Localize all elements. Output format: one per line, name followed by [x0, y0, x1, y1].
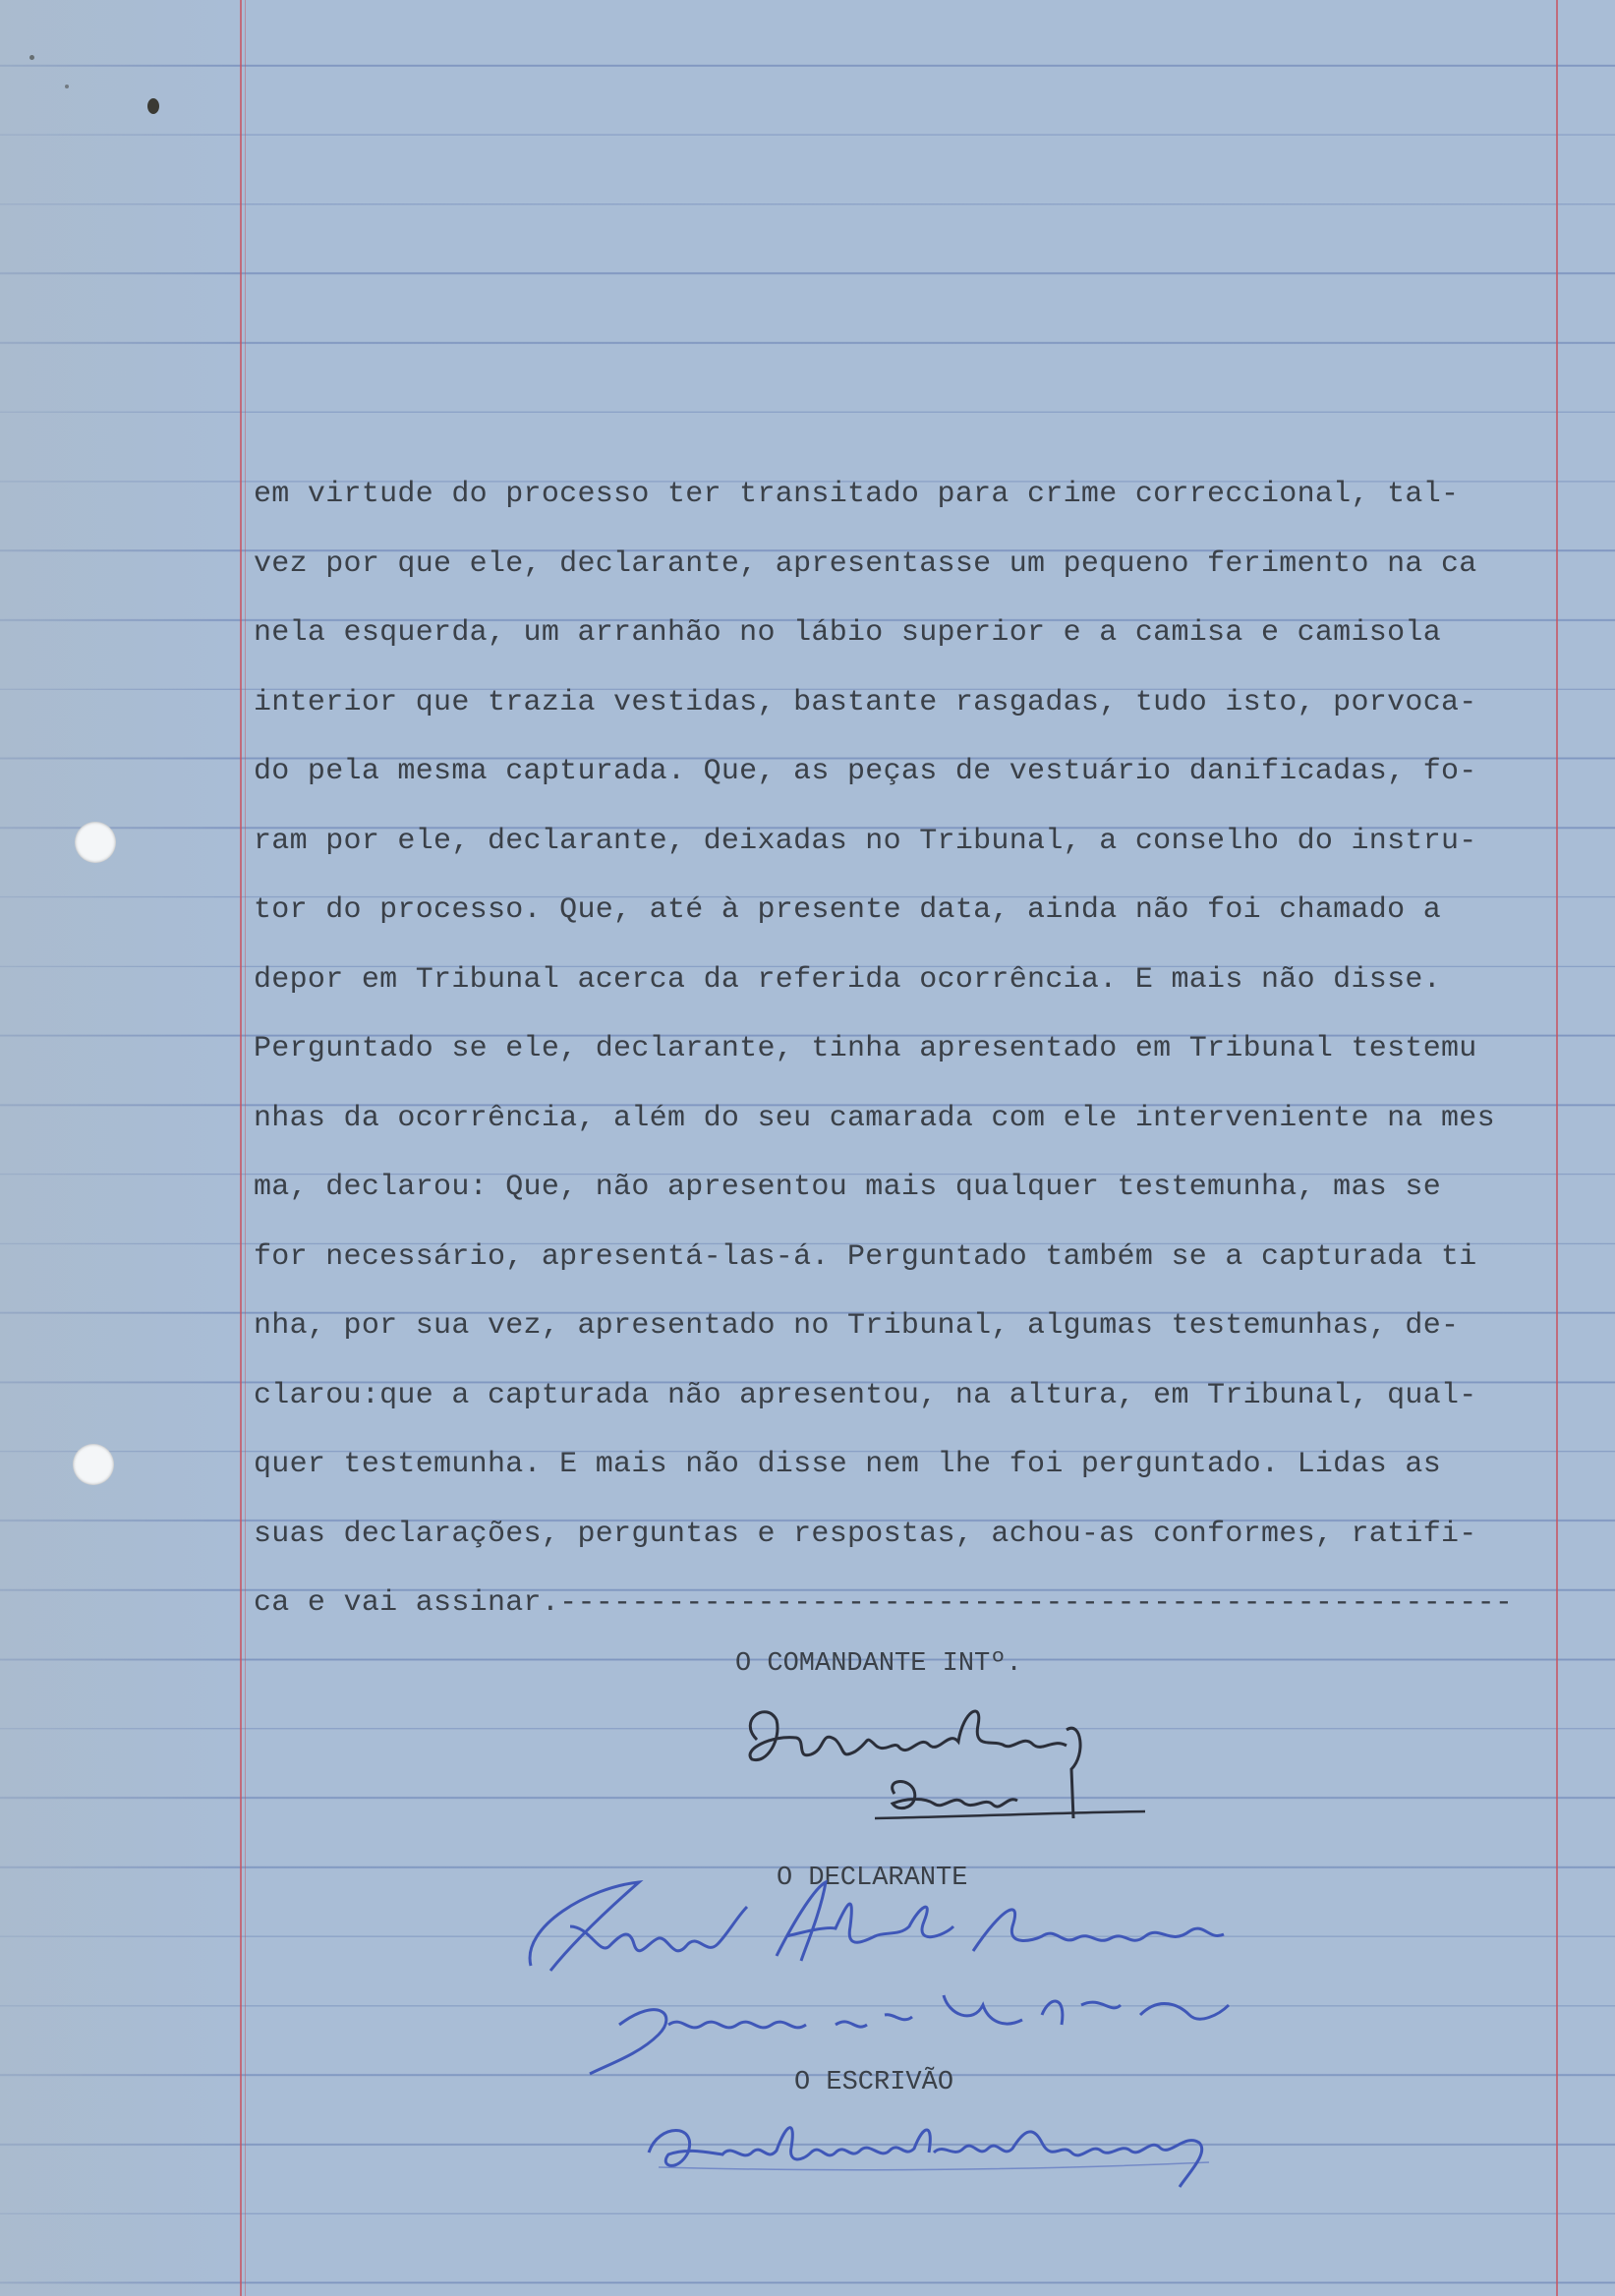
statement-line: depor em Tribunal acerca da referida ocorrência. E mais não disse. [254, 962, 1441, 997]
statement-line: interior que trazia vestidas, bastante rasgadas, tudo isto, porvoca- [254, 685, 1477, 719]
statement-line: ram por ele, declarante, deixadas no Tribunal, a conselho do instru- [254, 824, 1477, 858]
statement-line: suas declarações, perguntas e respostas, achou-as conformes, ratifi- [254, 1517, 1477, 1551]
paper-stain [29, 55, 34, 60]
statement-line: quer testemunha. E mais não disse nem lhe foi perguntado. Lidas as [254, 1448, 1441, 1481]
left-margin-line [240, 0, 242, 2296]
statement-line: vez por que ele, declarante, apresentasse um pequeno ferimento na ca [254, 546, 1477, 581]
statement-line: nhas da ocorrência, além do seu camarada com ele interveniente na mes [254, 1101, 1495, 1135]
punch-hole-bottom [73, 1444, 114, 1485]
statement-line: nha, por sua vez, apresentado no Tribunal, algumas testemunhas, de- [254, 1309, 1460, 1343]
comandante-signature [727, 1681, 1160, 1848]
left-margin-line-secondary [245, 0, 246, 2296]
declarante-signature [511, 1867, 1356, 2094]
declarante-label: O DECLARANTE [777, 1864, 968, 1893]
typed-statement-text [254, 460, 1557, 1638]
statement-line: ca e vai assinar.----------------------------------------------------- [254, 1586, 1514, 1620]
punch-hole-top [75, 822, 116, 863]
statement-line: clarou:que a capturada não apresentou, na altura, em Tribunal, qual- [254, 1378, 1477, 1412]
statement-line: do pela mesma capturada. Que, as peças de vestuário danificadas, fo- [254, 755, 1477, 788]
statement-line: for necessário, apresentá-las-á. Perguntado também se a capturada ti [254, 1239, 1477, 1274]
paper-stain [147, 98, 159, 114]
statement-line: ma, declarou: Que, não apresentou mais qualquer testemunha, mas se [254, 1171, 1441, 1204]
statement-line: Perguntado se ele, declarante, tinha apresentado em Tribunal testemu [254, 1032, 1477, 1065]
statement-line: em virtude do processo ter transitado para crime correccional, tal- [254, 478, 1460, 511]
statement-line: tor do processo. Que, até à presente data, ainda não foi chamado a [254, 893, 1441, 927]
statement-line: nela esquerda, um arranhão no lábio superior e a camisa e camisola [254, 616, 1441, 650]
escrivao-label: O ESCRIVÃO [794, 2068, 954, 2097]
comandante-label: O COMANDANTE INTº. [735, 1649, 1022, 1679]
paper-stain [65, 85, 69, 88]
paper-edge-shading [0, 0, 236, 2296]
escrivao-signature [639, 2094, 1229, 2202]
